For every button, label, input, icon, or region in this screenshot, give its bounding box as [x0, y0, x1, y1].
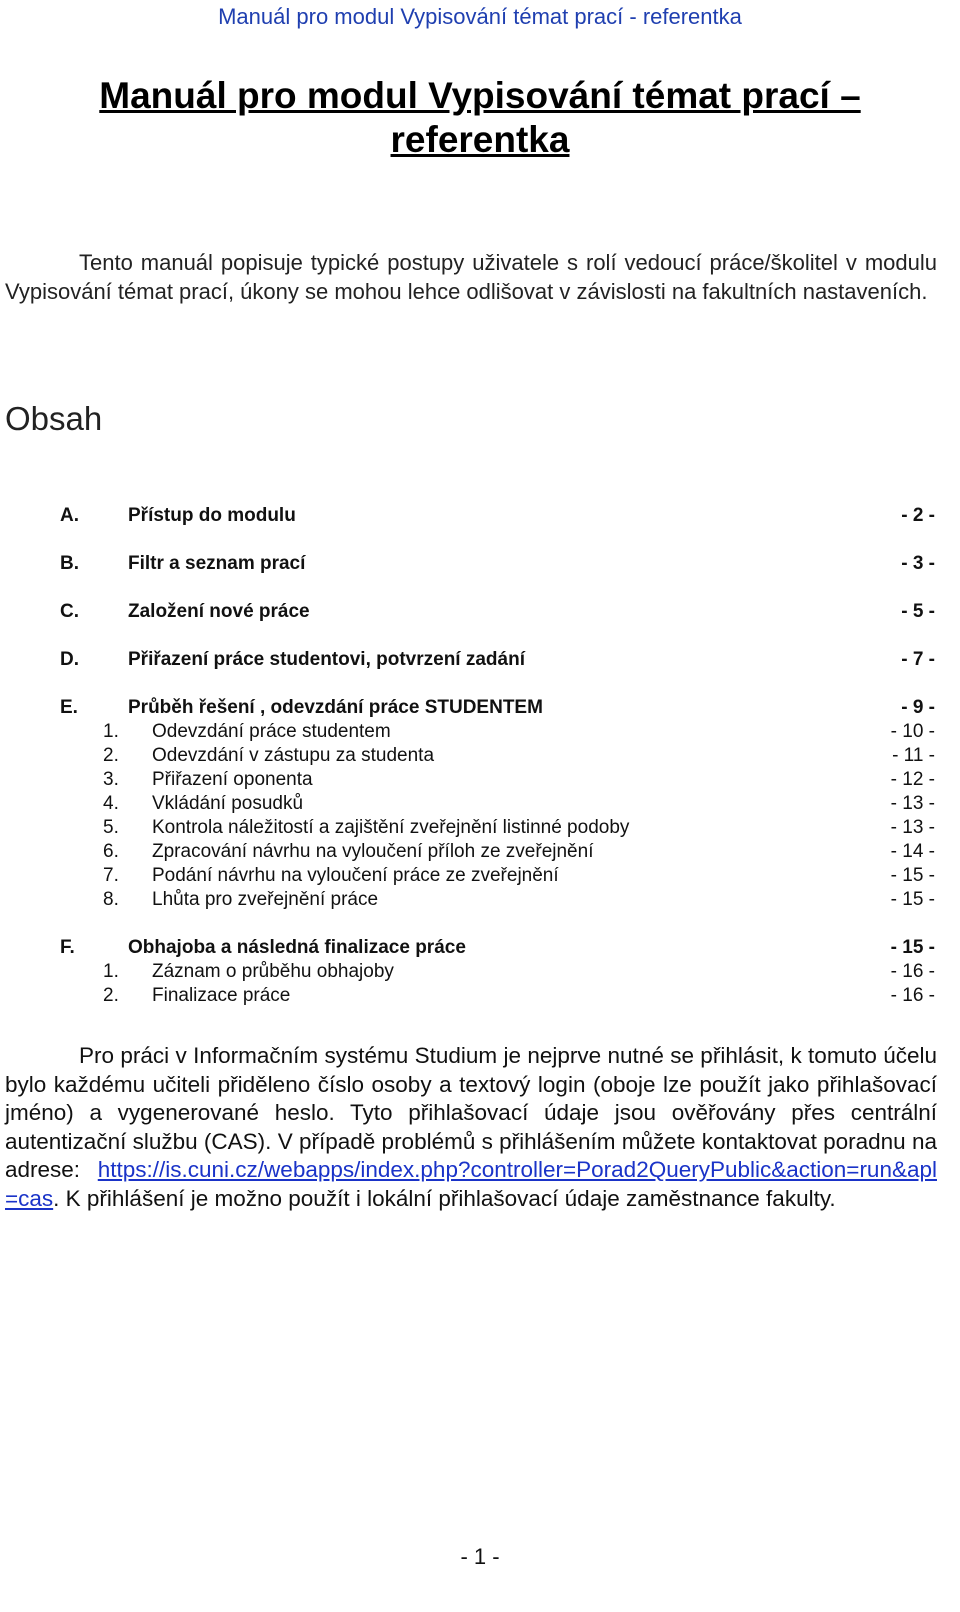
toc-subitem[interactable] [0, 983, 960, 1009]
toc-item-label: Kontrola náležitostí a zajištění zveřejnění listinné podoby [152, 817, 630, 838]
title-line-1: Manuál pro modul Vypisování témat prací – [99, 75, 861, 116]
toc-item-page: - 7 - [901, 649, 935, 670]
toc-item-label: Obhajoba a následná finalizace práce [128, 937, 466, 958]
running-header: Manuál pro modul Vypisování témat prací - referentka [218, 4, 742, 29]
toc-item-label: Finalizace práce [152, 985, 291, 1006]
toc-item-label: Podání návrhu na vyloučení práce ze zveřejnění [152, 865, 559, 886]
toc-item-page: - 5 - [901, 601, 935, 622]
toc-heading: Obsah [5, 400, 103, 437]
page-number: - 1 - [460, 1544, 500, 1569]
advisory-link[interactable]: https://is.cuni.cz/webapps/index.php?controller=Porad2QueryPublic&action=run&apl=cas [5, 1157, 937, 1211]
toc-item-label: Odevzdání v zástupu za studenta [152, 745, 435, 766]
toc-subitem[interactable] [0, 767, 960, 793]
title-line-2: referentka [390, 119, 570, 160]
toc-subitem[interactable] [0, 719, 960, 745]
toc-subitem[interactable] [0, 839, 960, 865]
toc-item-number: 7. [103, 865, 119, 886]
toc-item-page: - 13 - [890, 793, 935, 814]
toc-item-label: Průběh řešení , odevzdání práce STUDENTEM [128, 697, 543, 718]
toc-item-label: Odevzdání práce studentem [152, 721, 391, 742]
toc-item-page: - 15 - [890, 865, 935, 886]
intro-paragraph: Tento manuál popisuje typické postupy uživatele s rolí vedoucí práce/školitel v modulu Vypisování témat prací, úkony se mohou lehce odlišovat v závislosti na fakultních nastaveních. [5, 250, 937, 304]
toc-item-number: 2. [103, 985, 119, 1006]
toc-item[interactable] [0, 503, 960, 529]
toc-item[interactable] [0, 599, 960, 625]
toc-item-page: - 11 - [892, 745, 935, 766]
toc-item[interactable] [0, 695, 960, 721]
toc-subitem[interactable] [0, 887, 960, 913]
login-info-text-end: . K přihlášení je možno použít i lokální přihlašovací údaje zaměstnance fakulty. [53, 1185, 836, 1211]
toc-item-number: A. [60, 505, 79, 526]
toc-item-label: Přístup do modulu [128, 505, 296, 526]
toc-item-label: Přiřazení oponenta [152, 769, 313, 790]
toc-item-label: Vkládání posudků [152, 793, 304, 814]
toc-item-number: 1. [103, 721, 119, 742]
toc-item-number: D. [60, 649, 79, 670]
toc-item-number: C. [60, 601, 79, 622]
toc-item-page: - 9 - [901, 697, 935, 718]
toc-item-page: - 15 - [890, 937, 935, 958]
toc-item-label: Záznam o průběhu obhajoby [152, 961, 394, 982]
toc-item-number: E. [60, 697, 78, 718]
toc-item-number: 4. [103, 793, 119, 814]
login-info-paragraph [5, 1042, 937, 1213]
toc-item-page: - 3 - [901, 553, 935, 574]
toc-item[interactable] [0, 551, 960, 577]
toc-item-page: - 2 - [901, 505, 935, 526]
toc-item-number: 1. [103, 961, 119, 982]
toc-item-page: - 15 - [890, 889, 935, 910]
toc-subitem[interactable] [0, 863, 960, 889]
toc-item-page: - 16 - [890, 961, 935, 982]
toc-item-number: 2. [103, 745, 119, 766]
toc-subitem[interactable] [0, 959, 960, 985]
toc-item-number: 6. [103, 841, 119, 862]
toc-subitem[interactable] [0, 791, 960, 817]
toc-item-number: F. [60, 937, 75, 958]
toc-item-number: B. [60, 553, 79, 574]
login-info-text: Pro práci v Informačním systému Studium je nejprve nutné se přihlásit, k tomuto účelu bylo každému učiteli přiděleno číslo osoby a textový login (oboje lze použít jako přihlašovací jméno) a vygenerované heslo. Tyto přihlašovací údaje jsou ověřovány přes centrální autentizační službu (CAS). V případě problémů s přihlášením můžete kontaktovat poradnu na adrese: [5, 1043, 937, 1182]
toc-subitem[interactable] [0, 743, 960, 769]
toc-item[interactable] [0, 935, 960, 961]
toc-item-label: Založení nové práce [128, 601, 310, 622]
toc-item-page: - 13 - [890, 817, 935, 838]
toc-subitem[interactable] [0, 815, 960, 841]
document-title [60, 74, 900, 162]
toc-item-page: - 10 - [890, 721, 935, 742]
toc-item-label: Přiřazení práce studentovi, potvrzení zadání [128, 649, 525, 670]
toc-item-label: Lhůta pro zveřejnění práce [152, 889, 379, 910]
toc-item-number: 5. [103, 817, 119, 838]
toc-item-number: 3. [103, 769, 119, 790]
toc-item-label: Zpracování návrhu na vyloučení příloh ze zveřejnění [152, 841, 594, 862]
toc-item-number: 8. [103, 889, 119, 910]
toc-item-page: - 12 - [890, 769, 935, 790]
toc-item-label: Filtr a seznam prací [128, 553, 306, 574]
toc-item-page: - 16 - [890, 985, 935, 1006]
toc-item[interactable] [0, 647, 960, 673]
toc-item-page: - 14 - [890, 841, 935, 862]
